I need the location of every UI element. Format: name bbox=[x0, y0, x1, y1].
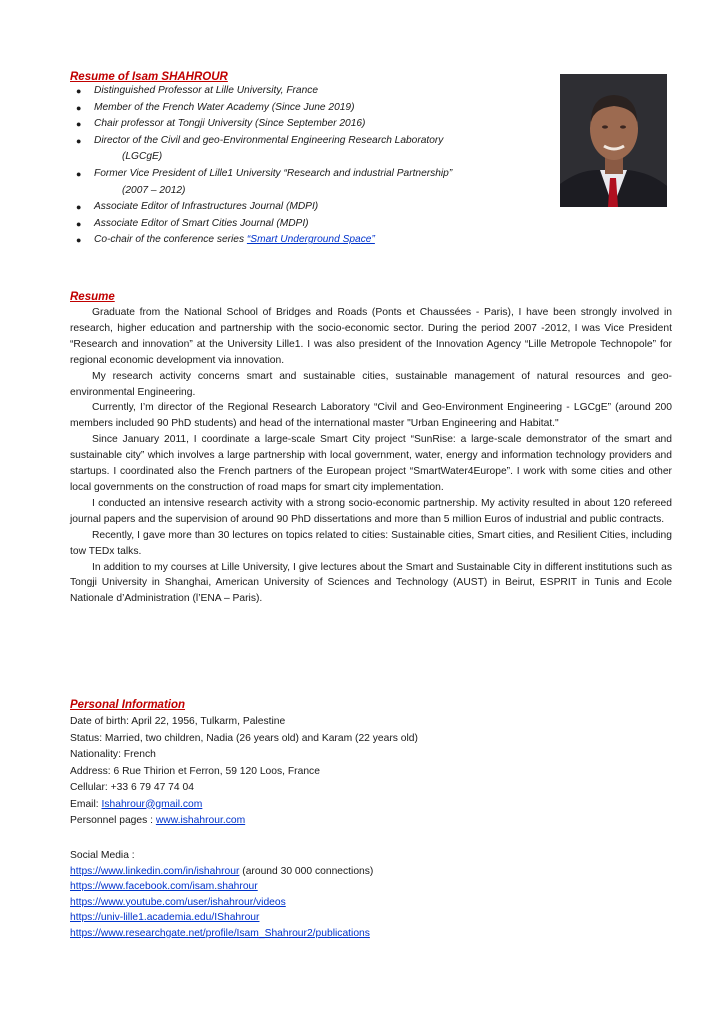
list-item: ● Chair professor at Tongji University (Since September 2016) bbox=[72, 116, 522, 133]
list-item: ● Director of the Civil and geo-Environmental Engineering Research Laboratory (LGCgE) bbox=[76, 134, 444, 163]
bullet-icon: ● bbox=[76, 135, 82, 146]
resume-paragraph: Currently, I’m director of the Regional Research Laboratory “Civil and Geo-Environment Engineering - LGCgE” (around 200 members included 90 PhD students) and head of the international master "Urban Engineering and Habitat." bbox=[70, 402, 672, 430]
bullet-icon: ● bbox=[76, 202, 82, 213]
bullet-icon: ● bbox=[76, 235, 82, 246]
highlights-list bbox=[72, 83, 522, 249]
resume-body bbox=[70, 305, 672, 607]
facebook-link[interactable]: https://www.facebook.com/isam.shahrour bbox=[70, 881, 258, 892]
academia-link[interactable]: https://univ-lille1.academia.edu/IShahrour bbox=[70, 912, 260, 923]
resume-paragraph: Graduate from the National School of Bridges and Roads (Ponts et Chaussées - Paris), I have been strongly involved in research, higher education and partnership with the socio-economic sector. During the period 2007 -2012, I was Vice President “Research and innovation” at the University Lille1. I was also president of the Innovation Agency “Lille Metropole Technopole” for regional economic development via innovation. bbox=[70, 307, 672, 366]
portrait-image bbox=[560, 74, 667, 207]
resume-paragraph: Since January 2011, I coordinate a large-scale Smart City project “SunRise: a large-scale demonstrator of the smart and sustainable city” which involves a large partnership with local government, water, energy and information technology providers and startups. I coordinated also the French partners of the European project “SmartWater4Europe”. I work with some cities and other local governments on the construction of road maps for smart city implementation. bbox=[70, 434, 672, 493]
linkedin-note: (around 30 000 connections) bbox=[239, 865, 374, 877]
resume-section-title: Resume bbox=[70, 291, 115, 303]
nationality: Nationality: French bbox=[70, 749, 156, 760]
researchgate-link[interactable]: https://www.researchgate.net/profile/Isam_Shahrour2/publications bbox=[70, 927, 370, 939]
youtube-link[interactable]: https://www.youtube.com/user/ishahrour/videos bbox=[70, 896, 286, 908]
resume-paragraph: My research activity concerns smart and sustainable cities, sustainable management of natural resources and geo-environmental Engineering. bbox=[70, 370, 672, 398]
address: Address: 6 Rue Thirion et Ferron, 59 120 Loos, France bbox=[70, 765, 320, 777]
pages-label: Personnel pages : bbox=[70, 815, 156, 826]
bullet-icon: ● bbox=[76, 218, 82, 229]
email-link[interactable]: Ishahrour@gmail.com bbox=[101, 798, 203, 810]
website-link[interactable]: www.ishahrour.com bbox=[155, 815, 246, 826]
social-media-label: Social Media : bbox=[70, 850, 135, 861]
resume-paragraph: Recently, I gave more than 30 lectures on topics related to cities: Sustainable cities, Smart cities, and Resilient Cities, including tow TEDx talks. bbox=[70, 529, 672, 557]
list-item: ● Associate Editor of Infrastructures Journal (MDPI) bbox=[72, 199, 522, 216]
resume-paragraph: I conducted an intensive research activity with a strong socio-economic partnership. My activity resulted in about 120 refereed journal papers and the supervision of around 90 PhD dissertations and more than 5 million Euros of industrial and public contracts. bbox=[70, 497, 672, 525]
linkedin-link[interactable]: https://www.linkedin.com/in/ishahrour bbox=[70, 865, 240, 877]
list-item: ● Distinguished Professor at Lille University, France bbox=[72, 83, 522, 100]
pages-row bbox=[70, 813, 630, 830]
marital-status: Status: Married, two children, Nadia (26 years old) and Karam (22 years old) bbox=[70, 732, 418, 744]
linkedin-row bbox=[70, 864, 630, 880]
personal-info-title: Personal Information bbox=[70, 699, 186, 711]
cellular: Cellular: +33 6 79 47 74 04 bbox=[70, 782, 194, 793]
smart-underground-space-link[interactable]: “Smart Underground Space” bbox=[246, 234, 375, 246]
bullet-icon: ● bbox=[76, 168, 82, 179]
list-item: ● Member of the French Water Academy (Since June 2019) bbox=[72, 100, 522, 117]
resume-title: Resume of Isam SHAHROUR bbox=[70, 71, 228, 83]
date-of-birth: Date of birth: April 22, 1956, Tulkarm, Palestine bbox=[70, 716, 286, 727]
bullet-icon: ● bbox=[76, 119, 82, 130]
resume-paragraph: In addition to my courses at Lille University, I give lectures about the Smart and Sustainable City in different institutions such as Tongji University in Shanghai, American University of Sciences and Technology (AUST) in Beirut, ESPRIT in Tunis and Ecole Nationale d’Administration (l’ENA – Paris). bbox=[70, 561, 672, 605]
social-media bbox=[70, 848, 630, 941]
email-row bbox=[70, 797, 630, 814]
email-label: Email: bbox=[70, 798, 102, 810]
profile-photo bbox=[560, 74, 667, 207]
list-item: ● Co-chair of the conference series “Smart Underground Space” bbox=[72, 232, 522, 249]
personal-info bbox=[70, 714, 630, 830]
list-item: ● Former Vice President of Lille1 University “Research and industrial Partnership” (2007 – 2012) bbox=[76, 167, 453, 196]
bullet-icon: ● bbox=[76, 86, 82, 96]
list-item: ● Associate Editor of Smart Cities Journal (MDPI) bbox=[72, 216, 522, 233]
bullet-icon: ● bbox=[76, 102, 82, 113]
